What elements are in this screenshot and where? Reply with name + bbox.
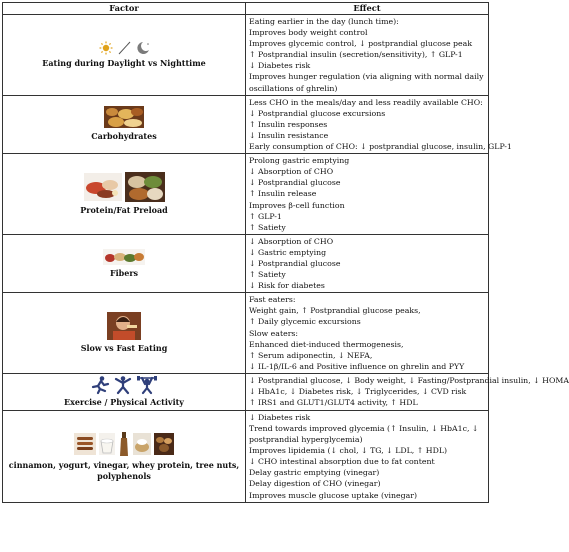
header-effect: Effect bbox=[246, 3, 489, 15]
factor-cell bbox=[3, 154, 246, 235]
effect-line: ↓ Postprandial glucose bbox=[249, 258, 341, 268]
table-row bbox=[3, 154, 489, 235]
table-row bbox=[3, 373, 489, 410]
eating-person-photo bbox=[6, 312, 242, 340]
effect-line: Prolong gastric emptying bbox=[249, 156, 350, 166]
effect-line: ↓ Absorption of CHO bbox=[249, 167, 334, 177]
day-night-icon bbox=[6, 41, 242, 55]
effect-line: ↑ Postprandial insulin (secretion/sensitivity), ↑ GLP-1 bbox=[249, 50, 463, 60]
effect-line: Fast eaters: bbox=[249, 295, 296, 305]
header-row bbox=[3, 3, 489, 15]
effect-cell bbox=[246, 293, 489, 374]
effect-cell bbox=[246, 234, 489, 292]
effect-line: Delay gastric emptying (vinegar) bbox=[249, 468, 380, 478]
factor-label: Carbohydrates bbox=[91, 131, 157, 142]
effect-line: Improves muscle glucose uptake (vinegar) bbox=[249, 490, 418, 500]
factor-label: Exercise / Physical Activity bbox=[64, 396, 184, 407]
effect-line: ↓ Diabetes risk bbox=[249, 412, 311, 422]
stretching-icon bbox=[113, 376, 133, 394]
effect-line: Improves hunger regulation (via aligning with normal daily oscillations of ghrelin) bbox=[249, 72, 484, 93]
table-row bbox=[3, 95, 489, 153]
factor-label: Protein/Fat Preload bbox=[80, 204, 168, 215]
effect-line: ↓ IL-1β/IL-6 and Positive influence on ghrelin and PYY bbox=[249, 361, 465, 371]
effect-line: ↓ HbA1c, ↓ Diabetes risk, ↓ Triglycerides, ↓ CVD risk bbox=[249, 387, 467, 396]
table-row bbox=[3, 293, 489, 374]
effect-cell bbox=[246, 154, 489, 235]
functional-foods-photos bbox=[6, 431, 242, 457]
effect-line: Improves glycemic control, ↓ postprandial glucose peak bbox=[249, 39, 473, 49]
factor-cell bbox=[3, 373, 246, 410]
table-row bbox=[3, 234, 489, 292]
fibers-photo bbox=[6, 249, 242, 265]
running-icon bbox=[90, 376, 110, 394]
effect-line: ↓ Postprandial glucose excursions bbox=[249, 108, 386, 118]
effect-line: Delay digestion of CHO (vinegar) bbox=[249, 479, 381, 489]
effect-line: ↓ Postprandial glucose, ↓ Body weight, ↓ Fasting/Postprandial insulin, ↓ HOMA bbox=[249, 375, 569, 385]
effect-cell bbox=[246, 373, 569, 410]
factor-cell bbox=[3, 15, 246, 96]
effect-line: Eating earlier in the day (lunch time): bbox=[249, 17, 399, 26]
effect-line: ↑ Satiety bbox=[249, 270, 286, 280]
effect-line: ↓ Insulin resistance bbox=[249, 130, 329, 140]
effect-cell bbox=[246, 410, 489, 502]
effect-line: Improves body weight control bbox=[249, 28, 368, 38]
effect-line: ↓ Absorption of CHO bbox=[249, 236, 334, 246]
effect-line: Early consumption of CHO: ↓ postprandial glucose, insulin, GLP-1 bbox=[249, 142, 512, 152]
effect-line: ↑ Insulin release bbox=[249, 189, 317, 199]
effect-cell bbox=[246, 15, 489, 96]
factor-label: Slow vs Fast Eating bbox=[80, 343, 168, 354]
effect-line: ↑ Serum adiponectin, ↓ NEFA, bbox=[249, 350, 373, 360]
factor-cell bbox=[3, 234, 246, 292]
effect-line: ↑ Insulin responses bbox=[249, 119, 328, 129]
effect-line: Weight gain, ↑ Postprandial glucose peaks, bbox=[249, 306, 421, 316]
effect-line: ↑ Satiety bbox=[249, 222, 286, 232]
effect-line: ↓ CHO intestinal absorption due to fat content bbox=[249, 457, 435, 467]
effect-line: Enhanced diet-induced thermogenesis, bbox=[249, 339, 404, 349]
factor-label: cinnamon, yogurt, vinegar, whey protein, tree nuts, polyphenols bbox=[8, 459, 240, 481]
effect-line: Improves β-cell function bbox=[249, 200, 345, 210]
effect-line: Trend towards improved glycemia (↑ Insulin, ↓ HbA1c, ↓ postprandial hyperglycemia) bbox=[249, 424, 479, 445]
effect-line: Improves lipidemia (↓ chol, ↓ TG, ↓ LDL, ↑ HDL) bbox=[249, 446, 448, 456]
effect-line: ↑ IRS1 and GLUT1/GLUT4 activity, ↑ HDL bbox=[249, 398, 418, 408]
effect-cell bbox=[246, 95, 512, 153]
effect-line: ↑ GLP-1 bbox=[249, 211, 282, 221]
table-row bbox=[3, 15, 489, 96]
protein-fat-photos bbox=[6, 172, 242, 202]
weightlifting-icon bbox=[136, 376, 158, 394]
factor-cell bbox=[3, 95, 246, 153]
effect-line: ↓ Gastric emptying bbox=[249, 247, 327, 257]
effect-line: Less CHO in the meals/day and less readily available CHO: bbox=[249, 97, 483, 107]
exercise-icons bbox=[6, 376, 242, 394]
factor-cell bbox=[3, 410, 246, 502]
factor-label: Eating during Daylight vs Nighttime bbox=[42, 57, 206, 68]
effect-line: ↓ Diabetes risk bbox=[249, 61, 311, 71]
carbohydrates-photo bbox=[6, 106, 242, 128]
effect-line: ↓ Risk for diabetes bbox=[249, 281, 325, 291]
effect-line: ↑ Daily glycemic excursions bbox=[249, 317, 361, 327]
table-row bbox=[3, 410, 489, 502]
effect-line: Slow eaters: bbox=[249, 328, 299, 338]
factor-cell bbox=[3, 293, 246, 374]
factor-effect-table bbox=[2, 2, 569, 503]
header-factor: Factor bbox=[3, 3, 246, 15]
factor-label: Fibers bbox=[109, 267, 139, 278]
effect-line: ↓ Postprandial glucose bbox=[249, 178, 341, 188]
